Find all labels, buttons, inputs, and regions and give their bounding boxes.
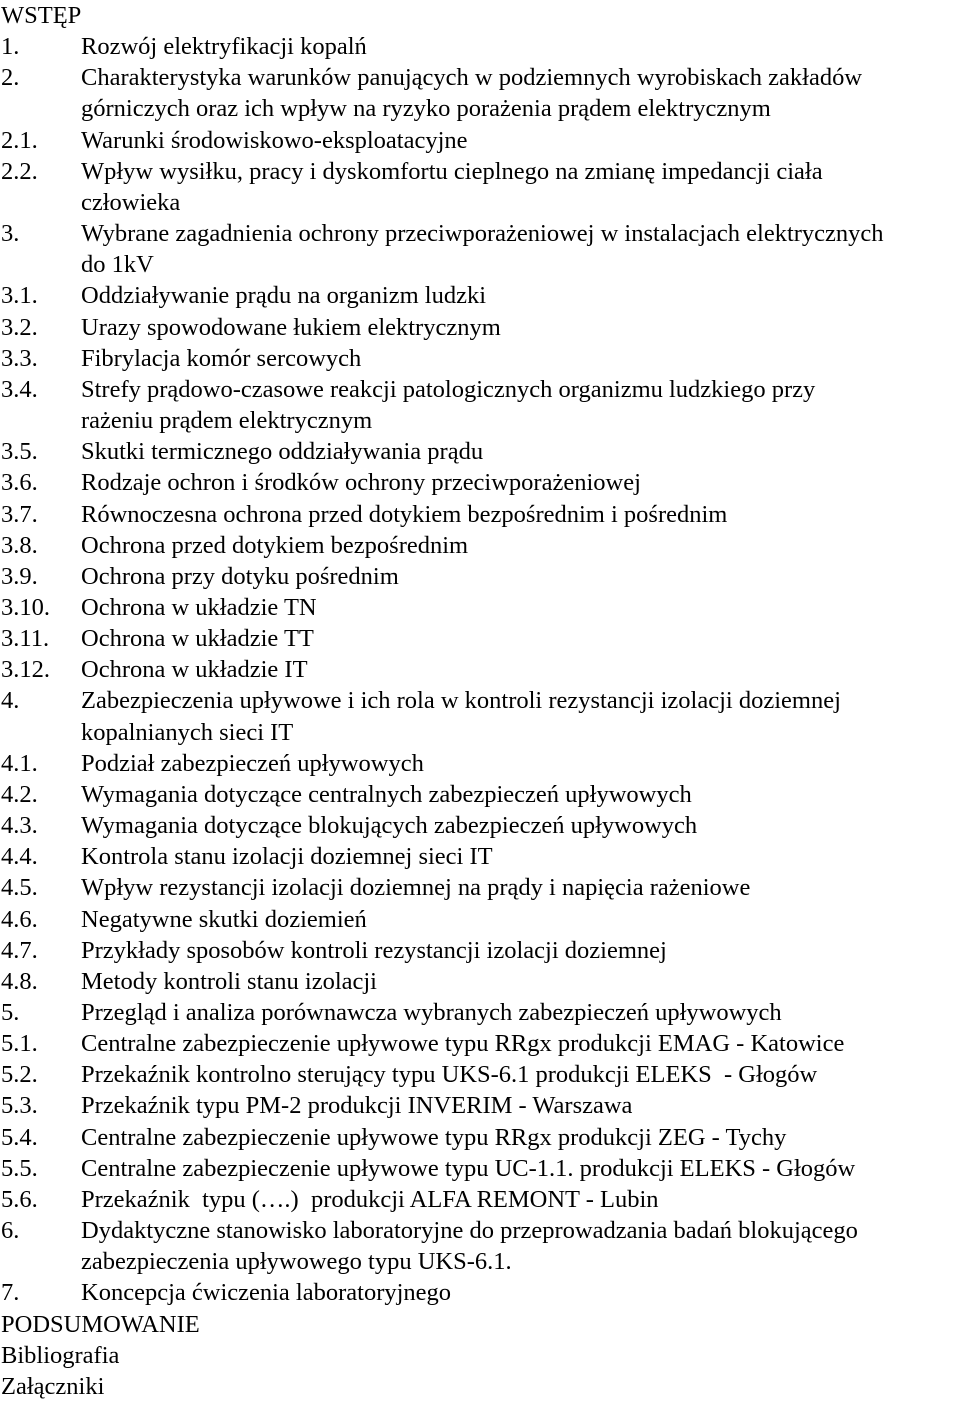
toc-entry-number: 4.	[1, 687, 20, 715]
toc-entry-title: Urazy spowodowane łukiem elektrycznym	[81, 313, 501, 341]
toc-entry-number: 4.5.	[1, 874, 38, 902]
toc-entry-title: Równoczesna ochrona przed dotykiem bezpośrednim i pośrednim	[81, 500, 728, 528]
toc-entry-title: Wpływ wysiłku, pracy i dyskomfortu cieplnego na zmianę impedancji ciała człowieka	[81, 157, 823, 216]
toc-entry-number: 3.12.	[1, 656, 50, 684]
toc-entry-title: Ochrona przed dotykiem bezpośrednim	[81, 531, 469, 559]
toc-entry	[0, 1340, 960, 1371]
toc-entry	[0, 343, 960, 374]
toc-entry-number: 4.3.	[1, 812, 38, 840]
toc-entry-title: Wymagania dotyczące blokujących zabezpieczeń upływowych	[81, 812, 698, 840]
toc-entry-title: Przekaźnik kontrolno sterujący typu UKS-6.1 produkcji ELEKS - Głogów	[81, 1061, 818, 1089]
toc-entry-number: 6.	[1, 1217, 20, 1245]
toc-entry	[0, 935, 960, 966]
toc-entry-title: WSTĘP	[1, 2, 82, 29]
toc-entry-title: Wybrane zagadnienia ochrony przeciwporażeniowej w instalacjach elektrycznych do 1kV	[81, 220, 884, 279]
toc-entry-title: Przykłady sposobów kontroli rezystancji izolacji doziemnej	[81, 936, 667, 964]
toc-entry-title: Strefy prądowo-czasowe reakcji patologicznych organizmu ludzkiego przy rażeniu prądem elektrycznym	[81, 375, 816, 435]
toc-entry-number: 4.7.	[1, 936, 38, 964]
toc-entry-title: Rodzaje ochron i środków ochrony przeciwporażeniowej	[81, 469, 641, 497]
toc-entry	[0, 1277, 960, 1308]
toc-entry-number: 5.4.	[1, 1123, 38, 1151]
toc-entry	[0, 966, 960, 997]
toc-entry	[0, 1184, 960, 1215]
toc-entry-title: Przekaźnik typu (….) produkcji ALFA REMONT - Lubin	[81, 1185, 659, 1213]
toc-entry-title: Ochrona w układzie IT	[81, 656, 308, 684]
toc-entry-number: 3.1.	[1, 282, 38, 310]
toc-entry-title: Wpływ rezystancji izolacji doziemnej na prądy i napięcia rażeniowe	[81, 874, 751, 902]
toc-entry	[0, 1122, 960, 1153]
toc-entry	[0, 685, 960, 747]
toc-entry	[0, 623, 960, 654]
toc-entry-title: Charakterystyka warunków panujących w podziemnych wyrobiskach zakładów górniczych oraz ich wpływ na ryzyko porażenia prądem elektrycznym	[81, 64, 863, 123]
toc-entry-number: 3.8.	[1, 531, 38, 559]
toc-entry-title: Wymagania dotyczące centralnych zabezpieczeń upływowych	[81, 780, 692, 808]
toc-entry-number: 3.7.	[1, 500, 38, 528]
toc-entry-number: 3.	[1, 220, 20, 248]
toc-entry	[0, 218, 960, 280]
toc-entry-number: 3.9.	[1, 562, 38, 590]
toc-entry-number: 3.10.	[1, 593, 50, 621]
toc-entry-number: 4.6.	[1, 905, 38, 933]
toc-entry	[0, 592, 960, 623]
toc-entry-number: 3.11.	[1, 625, 50, 653]
toc-entry	[0, 841, 960, 872]
toc-entry	[0, 779, 960, 810]
toc-entry-title: Podział zabezpieczeń upływowych	[81, 749, 424, 777]
toc-entry-number: 3.6.	[1, 469, 38, 497]
toc-entry-number: 5.	[1, 999, 20, 1026]
toc-entry-title: Fibrylacja komór sercowych	[81, 344, 362, 372]
toc-entry	[0, 31, 960, 62]
toc-entry	[0, 904, 960, 935]
toc-entry-title: Kontrola stanu izolacji doziemnej sieci IT	[81, 843, 493, 871]
toc-entry-number: 2.	[1, 64, 20, 92]
toc-entry-title: Skutki termicznego oddziaływania prądu	[81, 438, 484, 466]
toc-entry	[0, 374, 960, 436]
toc-entry	[0, 1371, 960, 1402]
toc-entry-number: 1.	[1, 33, 20, 61]
toc-entry	[0, 810, 960, 841]
toc-entry-title: Centralne zabezpieczenie upływowe typu RRgx produkcji EMAG - Katowice	[81, 1030, 845, 1058]
toc-entry	[0, 1090, 960, 1121]
toc-entry-title: Koncepcja ćwiczenia laboratoryjnego	[81, 1279, 452, 1307]
toc-entry	[0, 125, 960, 156]
toc-entry-number: 4.2.	[1, 780, 38, 808]
toc-entry-number: 3.4.	[1, 375, 38, 403]
toc-entry-number: 3.5.	[1, 438, 38, 466]
toc-entry-title: Centralne zabezpieczenie upływowe typu RRgx produkcji ZEG - Tychy	[81, 1123, 787, 1151]
toc-entry	[0, 280, 960, 311]
toc-entry-number: 7.	[1, 1279, 20, 1307]
toc-entry-number: 5.3.	[1, 1092, 38, 1120]
toc-entry-number: 2.2.	[1, 157, 38, 185]
toc-entry	[0, 1215, 960, 1277]
toc-entry	[0, 436, 960, 467]
toc-entry-number: 5.2.	[1, 1061, 38, 1089]
toc-entry	[0, 997, 960, 1028]
toc-entry	[0, 530, 960, 561]
toc-entry-title: Oddziaływanie prądu na organizm ludzki	[81, 282, 487, 310]
toc-entry-title: Warunki środowiskowo-eksploatacyjne	[81, 126, 468, 154]
toc-entry	[0, 156, 960, 218]
toc-entry-title: PODSUMOWANIE	[1, 1310, 200, 1338]
toc-entry	[0, 1028, 960, 1059]
toc-entry	[0, 312, 960, 343]
toc-entry	[0, 62, 960, 124]
toc-entry-number: 4.4.	[1, 843, 38, 871]
toc-entry-title: Zabezpieczenia upływowe i ich rola w kontroli rezystancji izolacji doziemnej kopalnianych sieci IT	[81, 687, 841, 746]
toc-entry	[0, 748, 960, 779]
toc-entry-title: Ochrona w układzie TN	[81, 593, 317, 621]
toc-entry-number: 5.5.	[1, 1154, 38, 1182]
toc-entry	[0, 0, 960, 31]
toc-entry-number: 3.3.	[1, 344, 38, 372]
toc-entry	[0, 1309, 960, 1340]
toc-entry-title: Rozwój elektryfikacji kopalń	[81, 33, 367, 61]
toc-entry-title: Dydaktyczne stanowisko laboratoryjne do przeprowadzania badań blokującego zabezpieczenia upływowego typu UKS-6.1.	[81, 1217, 858, 1276]
toc-entry-number: 2.1.	[1, 126, 38, 154]
toc-entry-title: Ochrona w układzie TT	[81, 625, 314, 653]
toc-entry	[0, 872, 960, 903]
toc-entry-title: Negatywne skutki doziemień	[81, 905, 367, 933]
toc-entry-title: Bibliografia	[1, 1341, 120, 1369]
toc-entry-number: 4.1.	[1, 749, 38, 777]
toc-entry	[0, 1059, 960, 1090]
toc-entry-title: Centralne zabezpieczenie upływowe typu UC-1.1. produkcji ELEKS - Głogów	[81, 1154, 856, 1182]
toc-entry-title: Przekaźnik typu PM-2 produkcji INVERIM - Warszawa	[81, 1092, 633, 1120]
toc-entry	[0, 654, 960, 685]
toc-entry	[0, 499, 960, 530]
toc-entry-title: Przegląd i analiza porównawcza wybranych zabezpieczeń upływowych	[81, 999, 782, 1026]
toc-entry-title: Ochrona przy dotyku pośrednim	[81, 562, 399, 590]
toc-entry-number: 3.2.	[1, 313, 38, 341]
toc-entry-number: 5.6.	[1, 1185, 38, 1213]
toc-entry-title: Metody kontroli stanu izolacji	[81, 967, 377, 995]
toc-entry-number: 5.1.	[1, 1030, 38, 1058]
toc-entry	[0, 1153, 960, 1184]
toc-entry-title: Załączniki	[1, 1372, 105, 1400]
toc-entry-number: 4.8.	[1, 967, 38, 995]
toc-entry	[0, 561, 960, 592]
toc-entry	[0, 467, 960, 498]
